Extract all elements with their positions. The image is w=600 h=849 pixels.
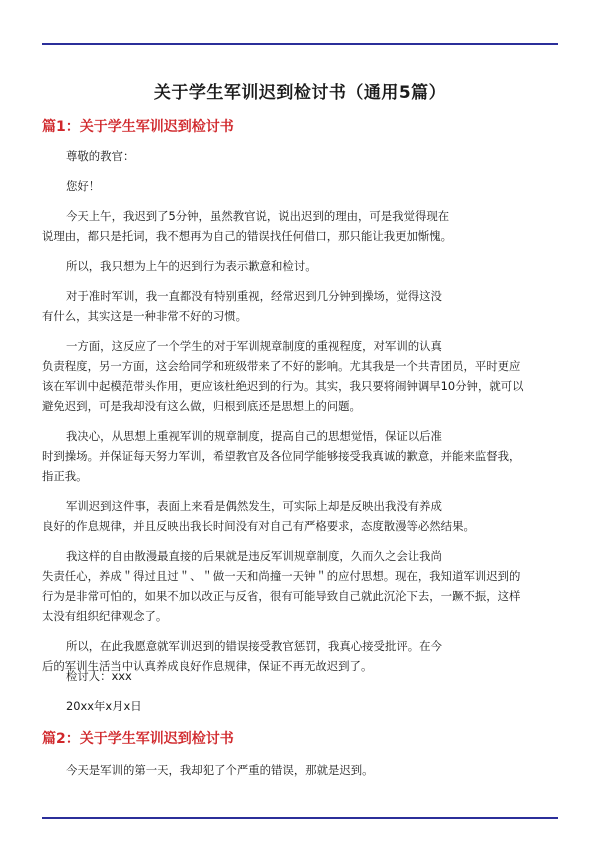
body-paragraph [42, 666, 558, 686]
paragraph-line: 所以，在此我愿意就军训迟到的错误接受教官惩罚，我真心接受批评。在今 [66, 639, 442, 653]
paragraph-line: 我这样的自由散漫最直接的后果就是违反军训规章制度，久而久之会让我尚 [66, 549, 442, 563]
paragraph-line: 尊敬的教官： [66, 149, 135, 163]
body-paragraph [42, 146, 558, 166]
paragraph-line: 所以，我只想为上午的迟到行为表示歉意和检讨。 [66, 259, 317, 273]
paragraph-line: 负责程度，另一方面，这会给同学和班级带来了不好的影响。尤其我是一个共青团员，平时更应 [42, 359, 521, 373]
paragraph-line: 有什么，其实这是一种非常不好的习惯。 [42, 309, 248, 323]
paragraph-line: 说理由，都只是托词，我不想再为自己的错误找任何借口，那只能让我更加惭愧。 [42, 229, 453, 243]
paragraph-line: 20xx年x月x日 [66, 699, 142, 713]
paragraph-line: 指正我。 [42, 469, 88, 483]
paragraph-line: 今天是军训的第一天，我却犯了个严重的错误，那就是迟到。 [66, 763, 374, 777]
section-1-heading: 篇1：关于学生军训迟到检讨书 [42, 119, 234, 135]
document-title: 关于学生军训迟到检讨书（通用5篇） [153, 83, 447, 103]
body-paragraph [42, 336, 558, 416]
body-paragraph [42, 426, 558, 486]
paragraph-line: 该在军训中起模范带头作用，更应该杜绝迟到的行为。其实，我只要将闹钟调早10分钟，就可以 [42, 379, 524, 393]
paragraph-line: 对于准时军训，我一直都没有特别重视，经常迟到几分钟到操场，觉得这没 [66, 289, 442, 303]
paragraph-line: 避免迟到，可是我却没有这么做，归根到底还是思想上的问题。 [42, 399, 361, 413]
paragraph-line: 我决心，从思想上重视军训的规章制度，提高自己的思想觉悟，保证以后准 [66, 429, 442, 443]
paragraph-line: 太没有组织纪律观念了。 [42, 609, 168, 623]
paragraph-line: 失责任心，养成＂得过且过＂、＂做一天和尚撞一天钟＂的应付思想。现在，我知道军训迟到的 [42, 569, 521, 583]
bottom-divider [42, 817, 558, 819]
body-paragraph [42, 256, 558, 276]
top-divider [42, 43, 558, 45]
body-paragraph [42, 696, 558, 716]
paragraph-line: 时到操场。并保证每天努力军训，希望教官及各位同学能够接受我真诚的歉意，并能来监督我， [42, 449, 521, 463]
paragraph-line: 良好的作息规律，并且反映出我长时间没有对自己有严格要求，态度散漫等必然结果。 [42, 519, 475, 533]
paragraph-line: 今天上午，我迟到了5分钟，虽然教官说，说出迟到的理由，可是我觉得现在 [66, 209, 450, 223]
paragraph-line: 一方面，这反应了一个学生的对于军训规章制度的重视程度，对军训的认真 [66, 339, 442, 353]
body-paragraph [42, 176, 558, 196]
body-paragraph [42, 206, 558, 246]
body-paragraph [42, 286, 558, 326]
paragraph-line: 检讨人：xxx [66, 669, 132, 683]
paragraph-line: 军训迟到这件事，表面上来看是偶然发生，可实际上却是反映出我没有养成 [66, 499, 442, 513]
section-2-paragraph [42, 760, 558, 780]
section-2-heading: 篇2：关于学生军训迟到检讨书 [42, 731, 234, 747]
paragraph-line: 您好！ [66, 179, 101, 193]
paragraph-line: 行为是非常可怕的，如果不加以改正与反省，很有可能导致自己就此沉沦下去，一蹶不振，这样 [42, 589, 521, 603]
paragraph-line: 后的军训生活当中认真养成良好作息规律，保证不再无故迟到了。 [42, 659, 373, 673]
body-paragraph [42, 546, 558, 626]
body-paragraph [42, 496, 558, 536]
